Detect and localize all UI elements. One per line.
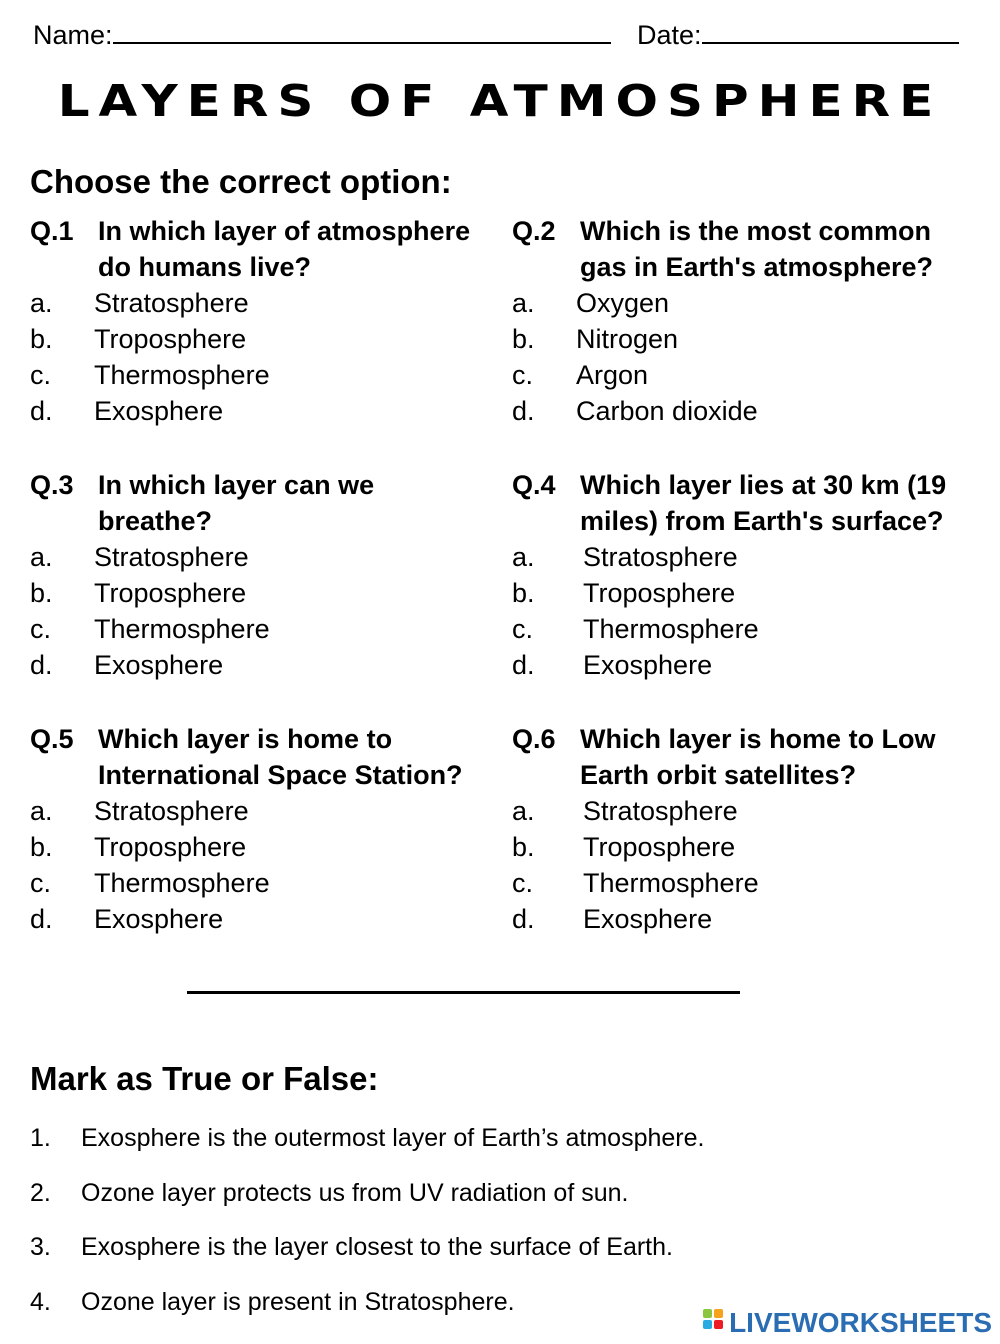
- question-block: [512, 467, 982, 683]
- option-letter: c.: [30, 360, 52, 390]
- statement-text: Exosphere is the outermost layer of Earth’s atmosphere.: [81, 1124, 705, 1152]
- option-text: Troposphere: [94, 324, 247, 354]
- option-letter: d.: [512, 396, 535, 426]
- statement-item[interactable]: [30, 1235, 930, 1263]
- option-text: Thermosphere: [583, 868, 759, 898]
- answer-option[interactable]: [512, 865, 982, 901]
- statement-number: 4.: [30, 1288, 51, 1316]
- statement-text: Exosphere is the layer closest to the surface of Earth.: [81, 1233, 673, 1261]
- answer-option[interactable]: [30, 539, 490, 575]
- answer-option[interactable]: [512, 357, 982, 393]
- option-letter: b.: [512, 324, 535, 354]
- option-text: Thermosphere: [583, 614, 759, 644]
- option-letter: c.: [30, 614, 52, 644]
- statement-number: 3.: [30, 1233, 51, 1261]
- answer-option[interactable]: [512, 647, 982, 683]
- question-block: [30, 213, 490, 429]
- option-letter: b.: [512, 578, 535, 608]
- option-letter: a.: [30, 796, 53, 826]
- option-letter: a.: [30, 288, 53, 318]
- question-text: miles) from Earth's surface?: [580, 506, 944, 536]
- option-text: Nitrogen: [576, 324, 679, 354]
- option-text: Thermosphere: [94, 614, 270, 644]
- question-text: Which layer is home to Low: [580, 724, 936, 754]
- option-letter: b.: [512, 832, 535, 862]
- name-label: Name:: [33, 20, 113, 50]
- statement-text: Ozone layer protects us from UV radiation of sun.: [81, 1179, 629, 1207]
- answer-option[interactable]: [30, 393, 490, 429]
- date-label: Date:: [637, 20, 702, 50]
- statement-item[interactable]: [30, 1181, 930, 1209]
- option-letter: a.: [512, 796, 535, 826]
- logo-text: LIVEWORKSHEETS: [729, 1307, 992, 1338]
- question-text: Earth orbit satellites?: [580, 760, 857, 790]
- option-text: Stratosphere: [94, 288, 249, 318]
- question-text: In which layer of atmosphere: [98, 216, 471, 246]
- option-letter: c.: [512, 868, 534, 898]
- option-letter: c.: [512, 360, 534, 390]
- answer-option[interactable]: [30, 285, 490, 321]
- answer-option[interactable]: [512, 575, 982, 611]
- statement-number: 1.: [30, 1124, 51, 1152]
- option-letter: c.: [30, 868, 52, 898]
- option-letter: d.: [512, 650, 535, 680]
- option-text: Stratosphere: [583, 796, 738, 826]
- answer-option[interactable]: [512, 829, 982, 865]
- option-letter: b.: [30, 578, 53, 608]
- question-text: gas in Earth's atmosphere?: [580, 252, 934, 282]
- answer-option[interactable]: [512, 393, 982, 429]
- question-text: In which layer can we: [98, 470, 375, 500]
- question-text: Which layer is home to: [98, 724, 393, 754]
- answer-option[interactable]: [30, 611, 490, 647]
- answer-option[interactable]: [30, 829, 490, 865]
- option-text: Exosphere: [583, 650, 713, 680]
- question-text: Which layer lies at 30 km (19: [580, 470, 947, 500]
- option-text: Stratosphere: [583, 542, 738, 572]
- question-number: Q.2: [512, 216, 556, 246]
- question-text: Which is the most common: [580, 216, 932, 246]
- answer-option[interactable]: [30, 321, 490, 357]
- option-text: Exosphere: [94, 650, 224, 680]
- question-text: do humans live?: [98, 252, 312, 282]
- mcq-heading: Choose the correct option:: [30, 163, 452, 200]
- answer-option[interactable]: [30, 865, 490, 901]
- true-false-heading: Mark as True or False:: [30, 1060, 379, 1097]
- answer-option[interactable]: [512, 901, 982, 937]
- date-field[interactable]: [637, 20, 959, 49]
- question-number: Q.1: [30, 216, 74, 246]
- question-block: [30, 721, 490, 937]
- date-blank-line[interactable]: [702, 20, 959, 44]
- option-letter: a.: [30, 542, 53, 572]
- option-text: Exosphere: [94, 904, 224, 934]
- option-text: Thermosphere: [94, 360, 270, 390]
- option-letter: d.: [30, 904, 53, 934]
- answer-option[interactable]: [30, 575, 490, 611]
- answer-option[interactable]: [512, 793, 982, 829]
- question-number: Q.3: [30, 470, 74, 500]
- answer-option[interactable]: [30, 647, 490, 683]
- statement-item[interactable]: [30, 1126, 930, 1154]
- option-text: Stratosphere: [94, 796, 249, 826]
- option-text: Troposphere: [94, 832, 247, 862]
- question-block: [512, 721, 982, 937]
- option-text: Troposphere: [583, 578, 736, 608]
- question-block: [512, 213, 982, 429]
- answer-option[interactable]: [512, 611, 982, 647]
- question-number: Q.6: [512, 724, 556, 754]
- liveworksheets-logo-icon: [703, 1309, 725, 1337]
- liveworksheets-logo: [703, 1308, 992, 1338]
- question-text: breathe?: [98, 506, 213, 536]
- option-text: Carbon dioxide: [576, 396, 758, 426]
- statement-item[interactable]: [30, 1290, 730, 1318]
- option-letter: a.: [512, 288, 535, 318]
- question-block: [30, 467, 490, 683]
- answer-option[interactable]: [512, 539, 982, 575]
- option-letter: d.: [30, 650, 53, 680]
- answer-option[interactable]: [30, 793, 490, 829]
- option-letter: b.: [30, 832, 53, 862]
- answer-option[interactable]: [512, 285, 982, 321]
- section-divider: [187, 991, 740, 994]
- name-blank-line[interactable]: [113, 20, 611, 44]
- option-letter: b.: [30, 324, 53, 354]
- answer-option[interactable]: [30, 357, 490, 393]
- option-text: Troposphere: [94, 578, 247, 608]
- option-text: Thermosphere: [94, 868, 270, 898]
- option-letter: d.: [30, 396, 53, 426]
- answer-option[interactable]: [30, 901, 490, 937]
- option-letter: a.: [512, 542, 535, 572]
- option-text: Troposphere: [583, 832, 736, 862]
- question-number: Q.5: [30, 724, 74, 754]
- option-text: Exosphere: [583, 904, 713, 934]
- option-letter: d.: [512, 904, 535, 934]
- option-text: Exosphere: [94, 396, 224, 426]
- option-text: Argon: [576, 360, 649, 390]
- option-text: Stratosphere: [94, 542, 249, 572]
- question-number: Q.4: [512, 470, 556, 500]
- name-field[interactable]: [33, 20, 611, 49]
- statement-number: 2.: [30, 1179, 51, 1207]
- answer-option[interactable]: [512, 321, 982, 357]
- option-text: Oxygen: [576, 288, 670, 318]
- question-text: International Space Station?: [98, 760, 463, 790]
- option-letter: c.: [512, 614, 534, 644]
- statement-text: Ozone layer is present in Stratosphere.: [81, 1288, 515, 1316]
- worksheet-title: LAYERS OF ATMOSPHERE: [57, 75, 943, 127]
